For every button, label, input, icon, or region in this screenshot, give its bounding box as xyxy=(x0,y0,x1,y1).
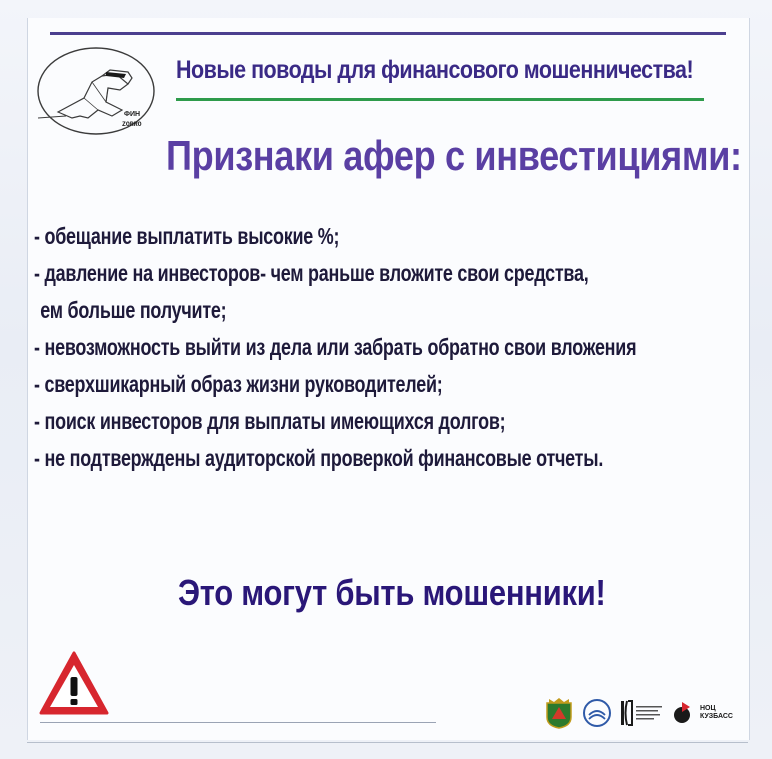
noc-label-line1: НОЦ xyxy=(700,705,716,712)
top-divider xyxy=(50,32,726,35)
poster-heading: Признаки афер с инвестициями: xyxy=(166,132,742,179)
noc-label-line2: КУЗБАСС xyxy=(700,713,733,720)
fin-zorro-logo xyxy=(36,46,156,136)
list-item: - невозможность выйти из дела или забрать обратно свои вложения xyxy=(34,334,637,360)
subtitle-underline xyxy=(176,98,704,101)
fraud-signs-list xyxy=(34,218,772,477)
warning-text: Это могут быть мошенники! xyxy=(178,572,606,613)
list-item: - не подтверждены аудиторской проверкой финансовые отчеты. xyxy=(34,445,604,471)
list-item: - обещание выплатить высокие %; xyxy=(34,223,340,249)
list-item: - сверхшикарный образ жизни руководителей; xyxy=(34,371,443,397)
list-item: ем больше получите; xyxy=(40,297,227,323)
logo-line2: ZORRO xyxy=(122,121,142,128)
bottom-divider xyxy=(40,722,436,723)
noc-kuzbass-logo-icon xyxy=(672,700,692,726)
list-item: - давление на инвесторов- чем раньше вложите свои средства, xyxy=(34,260,589,286)
partner-logos xyxy=(544,696,733,730)
kuzbass-coat-of-arms-icon xyxy=(544,697,574,729)
warning-triangle-icon xyxy=(38,650,110,716)
kemgu-logo-icon xyxy=(620,698,664,728)
noc-kuzbass-label xyxy=(700,705,733,721)
footer-divider xyxy=(27,742,748,743)
list-item: - поиск инвесторов для выплаты имеющихся долгов; xyxy=(34,408,506,434)
university-emblem-icon xyxy=(582,698,612,728)
poster-subtitle: Новые поводы для финансового мошенничества! xyxy=(176,56,694,84)
logo-line1: ФИН xyxy=(124,111,141,118)
